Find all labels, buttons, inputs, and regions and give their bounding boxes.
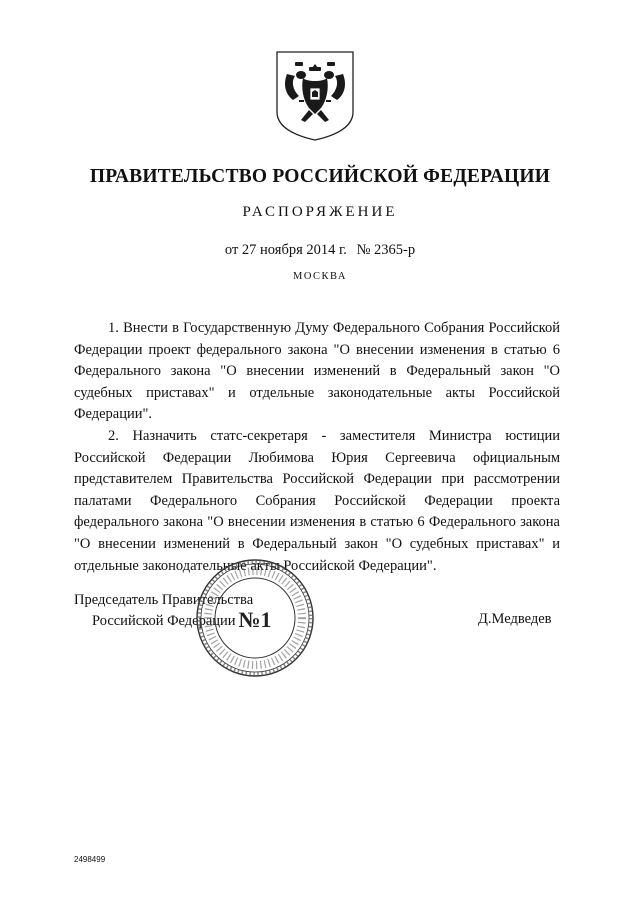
document-body	[74, 318, 560, 577]
document-number: № 2365-р	[356, 242, 416, 258]
position-line-2: Российской Федерации	[92, 613, 236, 629]
document-id: 2498499	[74, 855, 106, 864]
government-title: ПРАВИТЕЛЬСТВО РОССИЙСКОЙ ФЕДЕРАЦИИ	[89, 166, 551, 187]
paragraph-2: 2. Назначить статс-секретаря - заместителя Министра юстиции Российской Федерации Любимова Юрия Сергеевича официальным представителем Правительства Российской Федерации при рассмотрении палатами Федерального Собрания Российской Федерации проекта федерального закона "О внесении изменения в статью 6 Федерального закона "О внесении изменений в Федеральный закон "О судебных приставах" и отдельные законодательные акты Российской Федерации".	[74, 427, 560, 574]
document-type: РАСПОРЯЖЕНИЕ	[242, 204, 398, 220]
signatory-name: Д.Медведев	[478, 611, 552, 627]
paragraph-1: 1. Внести в Государственную Думу Федерального Собрания Российской Федерации проект федерального закона "О внесении изменения в статью 6 Федерального закона "О внесении изменений в Федеральный закон "О судебных приставах" и отдельные законодательные акты Российской Федерации".	[74, 320, 560, 423]
round-seal-stamp-icon	[194, 557, 316, 679]
document-date: от 27 ноября 2014 г.	[224, 242, 347, 258]
stamp-number: №1	[238, 607, 272, 632]
date-number-line	[0, 242, 640, 259]
city: МОСКВА	[293, 271, 347, 282]
russian-coat-of-arms-icon	[273, 48, 357, 142]
position-line-1: Председатель Правительства	[74, 592, 254, 608]
